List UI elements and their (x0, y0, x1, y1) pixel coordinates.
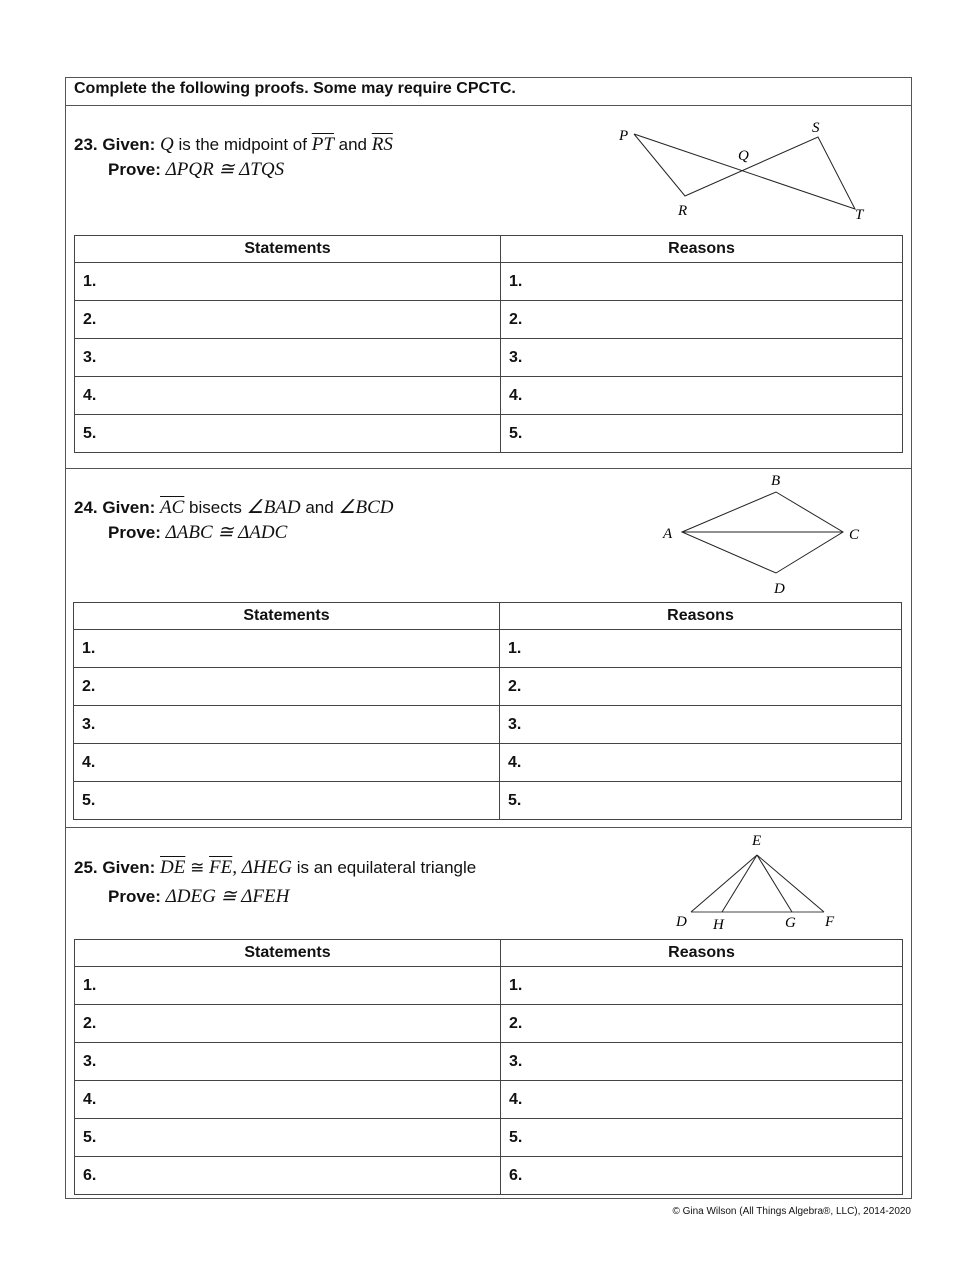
problem-text-part: ΔPQR ≅ ΔTQS (165, 159, 285, 180)
table-row (74, 706, 902, 744)
statement-cell[interactable]: 6. (75, 1157, 501, 1195)
problem-text-part: Prove: (108, 160, 161, 179)
point-label: H (713, 917, 724, 933)
problem-text-part: Q (160, 134, 174, 155)
reason-cell[interactable]: 4. (500, 744, 902, 782)
table-row (75, 301, 903, 339)
reason-cell[interactable]: 5. (501, 1119, 903, 1157)
table-row (75, 1157, 903, 1195)
instructions-header: Complete the following proofs. Some may require CPCTC. (65, 77, 912, 106)
column-header: Statements (75, 940, 501, 967)
point-label: P (619, 128, 629, 144)
statement-cell[interactable]: 3. (75, 1043, 501, 1081)
point-label: D (676, 914, 687, 930)
problem-text-part: ΔHEG (241, 857, 292, 878)
table-row (75, 967, 903, 1005)
problem-text-part: Given: (102, 498, 156, 517)
statement-cell[interactable]: 3. (74, 706, 500, 744)
point-label: Q (738, 148, 749, 164)
problem-text-part: and (333, 135, 372, 154)
reason-cell[interactable]: 5. (500, 782, 902, 820)
proof-table-23 (74, 235, 903, 453)
statement-cell[interactable]: 4. (74, 744, 500, 782)
table-row (74, 782, 902, 820)
statement-cell[interactable]: 5. (75, 1119, 501, 1157)
reason-cell[interactable]: 2. (500, 668, 902, 706)
problem-text-part: $\overline{RS}$ (371, 134, 393, 155)
statement-cell[interactable]: 2. (74, 668, 500, 706)
problem-text-part: ≅ (185, 858, 210, 877)
problem-text-part: ∠BCD (338, 497, 394, 518)
problem-23-text (74, 132, 393, 182)
column-header: Statements (74, 603, 500, 630)
diagram-24 (655, 470, 870, 600)
problem-25-text (74, 855, 476, 909)
point-label: C (849, 527, 860, 543)
reason-cell[interactable]: 5. (501, 415, 903, 453)
reason-cell[interactable]: 1. (500, 630, 902, 668)
diagram-23 (600, 112, 880, 227)
reason-cell[interactable]: 1. (501, 967, 903, 1005)
statement-cell[interactable]: 3. (75, 339, 501, 377)
statement-cell[interactable]: 1. (74, 630, 500, 668)
problem-text-part: , (232, 857, 242, 878)
diagram-25 (660, 828, 850, 938)
problem-text-part: $\overline{PT}$ (311, 134, 334, 155)
table-row (75, 1043, 903, 1081)
statement-cell[interactable]: 1. (75, 263, 501, 301)
column-header: Reasons (501, 940, 903, 967)
point-label: R (678, 203, 688, 219)
reason-cell[interactable]: 4. (501, 1081, 903, 1119)
problem-text-part: $\overline{DE}$ (160, 857, 186, 878)
table-row (75, 263, 903, 301)
table-row (75, 236, 903, 263)
table-row (74, 668, 902, 706)
table-row (75, 415, 903, 453)
reason-cell[interactable]: 3. (501, 339, 903, 377)
point-label: E (752, 833, 762, 849)
reason-cell[interactable]: 6. (501, 1157, 903, 1195)
problem-text-part: ΔABC ≅ ΔADC (165, 522, 288, 543)
problem-text-part: 24. (74, 498, 98, 517)
table-row (75, 1081, 903, 1119)
problem-text-part: 25. (74, 858, 98, 877)
table-row (75, 1119, 903, 1157)
point-label: T (855, 207, 864, 223)
problem-24-text (74, 495, 393, 545)
statement-cell[interactable]: 5. (74, 782, 500, 820)
statement-cell[interactable]: 4. (75, 377, 501, 415)
statement-cell[interactable]: 2. (75, 1005, 501, 1043)
column-header: Reasons (501, 236, 903, 263)
problem-text-part: is an equilateral triangle (291, 858, 477, 877)
column-header: Reasons (500, 603, 902, 630)
proof-table-24 (73, 602, 902, 820)
problem-text-part: Prove: (108, 887, 161, 906)
table-row (75, 940, 903, 967)
problem-text-part: 23. (74, 135, 98, 154)
point-label: S (812, 120, 820, 136)
copyright-notice: © Gina Wilson (All Things Algebra®, LLC), 2014-2020 (672, 1206, 911, 1217)
problem-text-part: bisects (184, 498, 247, 517)
problem-text-part: $\overline{FE}$ (209, 857, 233, 878)
problem-text-part: $\overline{AC}$ (160, 497, 185, 518)
point-label: G (785, 915, 796, 931)
problem-text-part: Given: (102, 135, 156, 154)
statement-cell[interactable]: 4. (75, 1081, 501, 1119)
point-label: F (825, 914, 835, 930)
problem-text-part: ΔDEG ≅ ΔFEH (165, 886, 290, 907)
table-row (75, 1005, 903, 1043)
statement-cell[interactable]: 2. (75, 301, 501, 339)
column-header: Statements (75, 236, 501, 263)
point-label: D (774, 581, 785, 597)
problem-text-part: ∠BAD (246, 497, 301, 518)
table-row (74, 603, 902, 630)
reason-cell[interactable]: 2. (501, 301, 903, 339)
problem-text-part: and (300, 498, 339, 517)
table-row (74, 630, 902, 668)
statement-cell[interactable]: 1. (75, 967, 501, 1005)
table-row (75, 339, 903, 377)
reason-cell[interactable]: 3. (500, 706, 902, 744)
point-label: B (771, 473, 781, 489)
divider (65, 468, 912, 469)
reason-cell[interactable]: 4. (501, 377, 903, 415)
problem-text-part: is the midpoint of (173, 135, 312, 154)
reason-cell[interactable]: 1. (501, 263, 903, 301)
reason-cell[interactable]: 3. (501, 1043, 903, 1081)
problem-text-part: Prove: (108, 523, 161, 542)
table-row (75, 377, 903, 415)
statement-cell[interactable]: 5. (75, 415, 501, 453)
point-label: A (663, 526, 673, 542)
reason-cell[interactable]: 2. (501, 1005, 903, 1043)
table-row (74, 744, 902, 782)
proof-table-25 (74, 939, 903, 1195)
problem-text-part: Given: (102, 858, 156, 877)
